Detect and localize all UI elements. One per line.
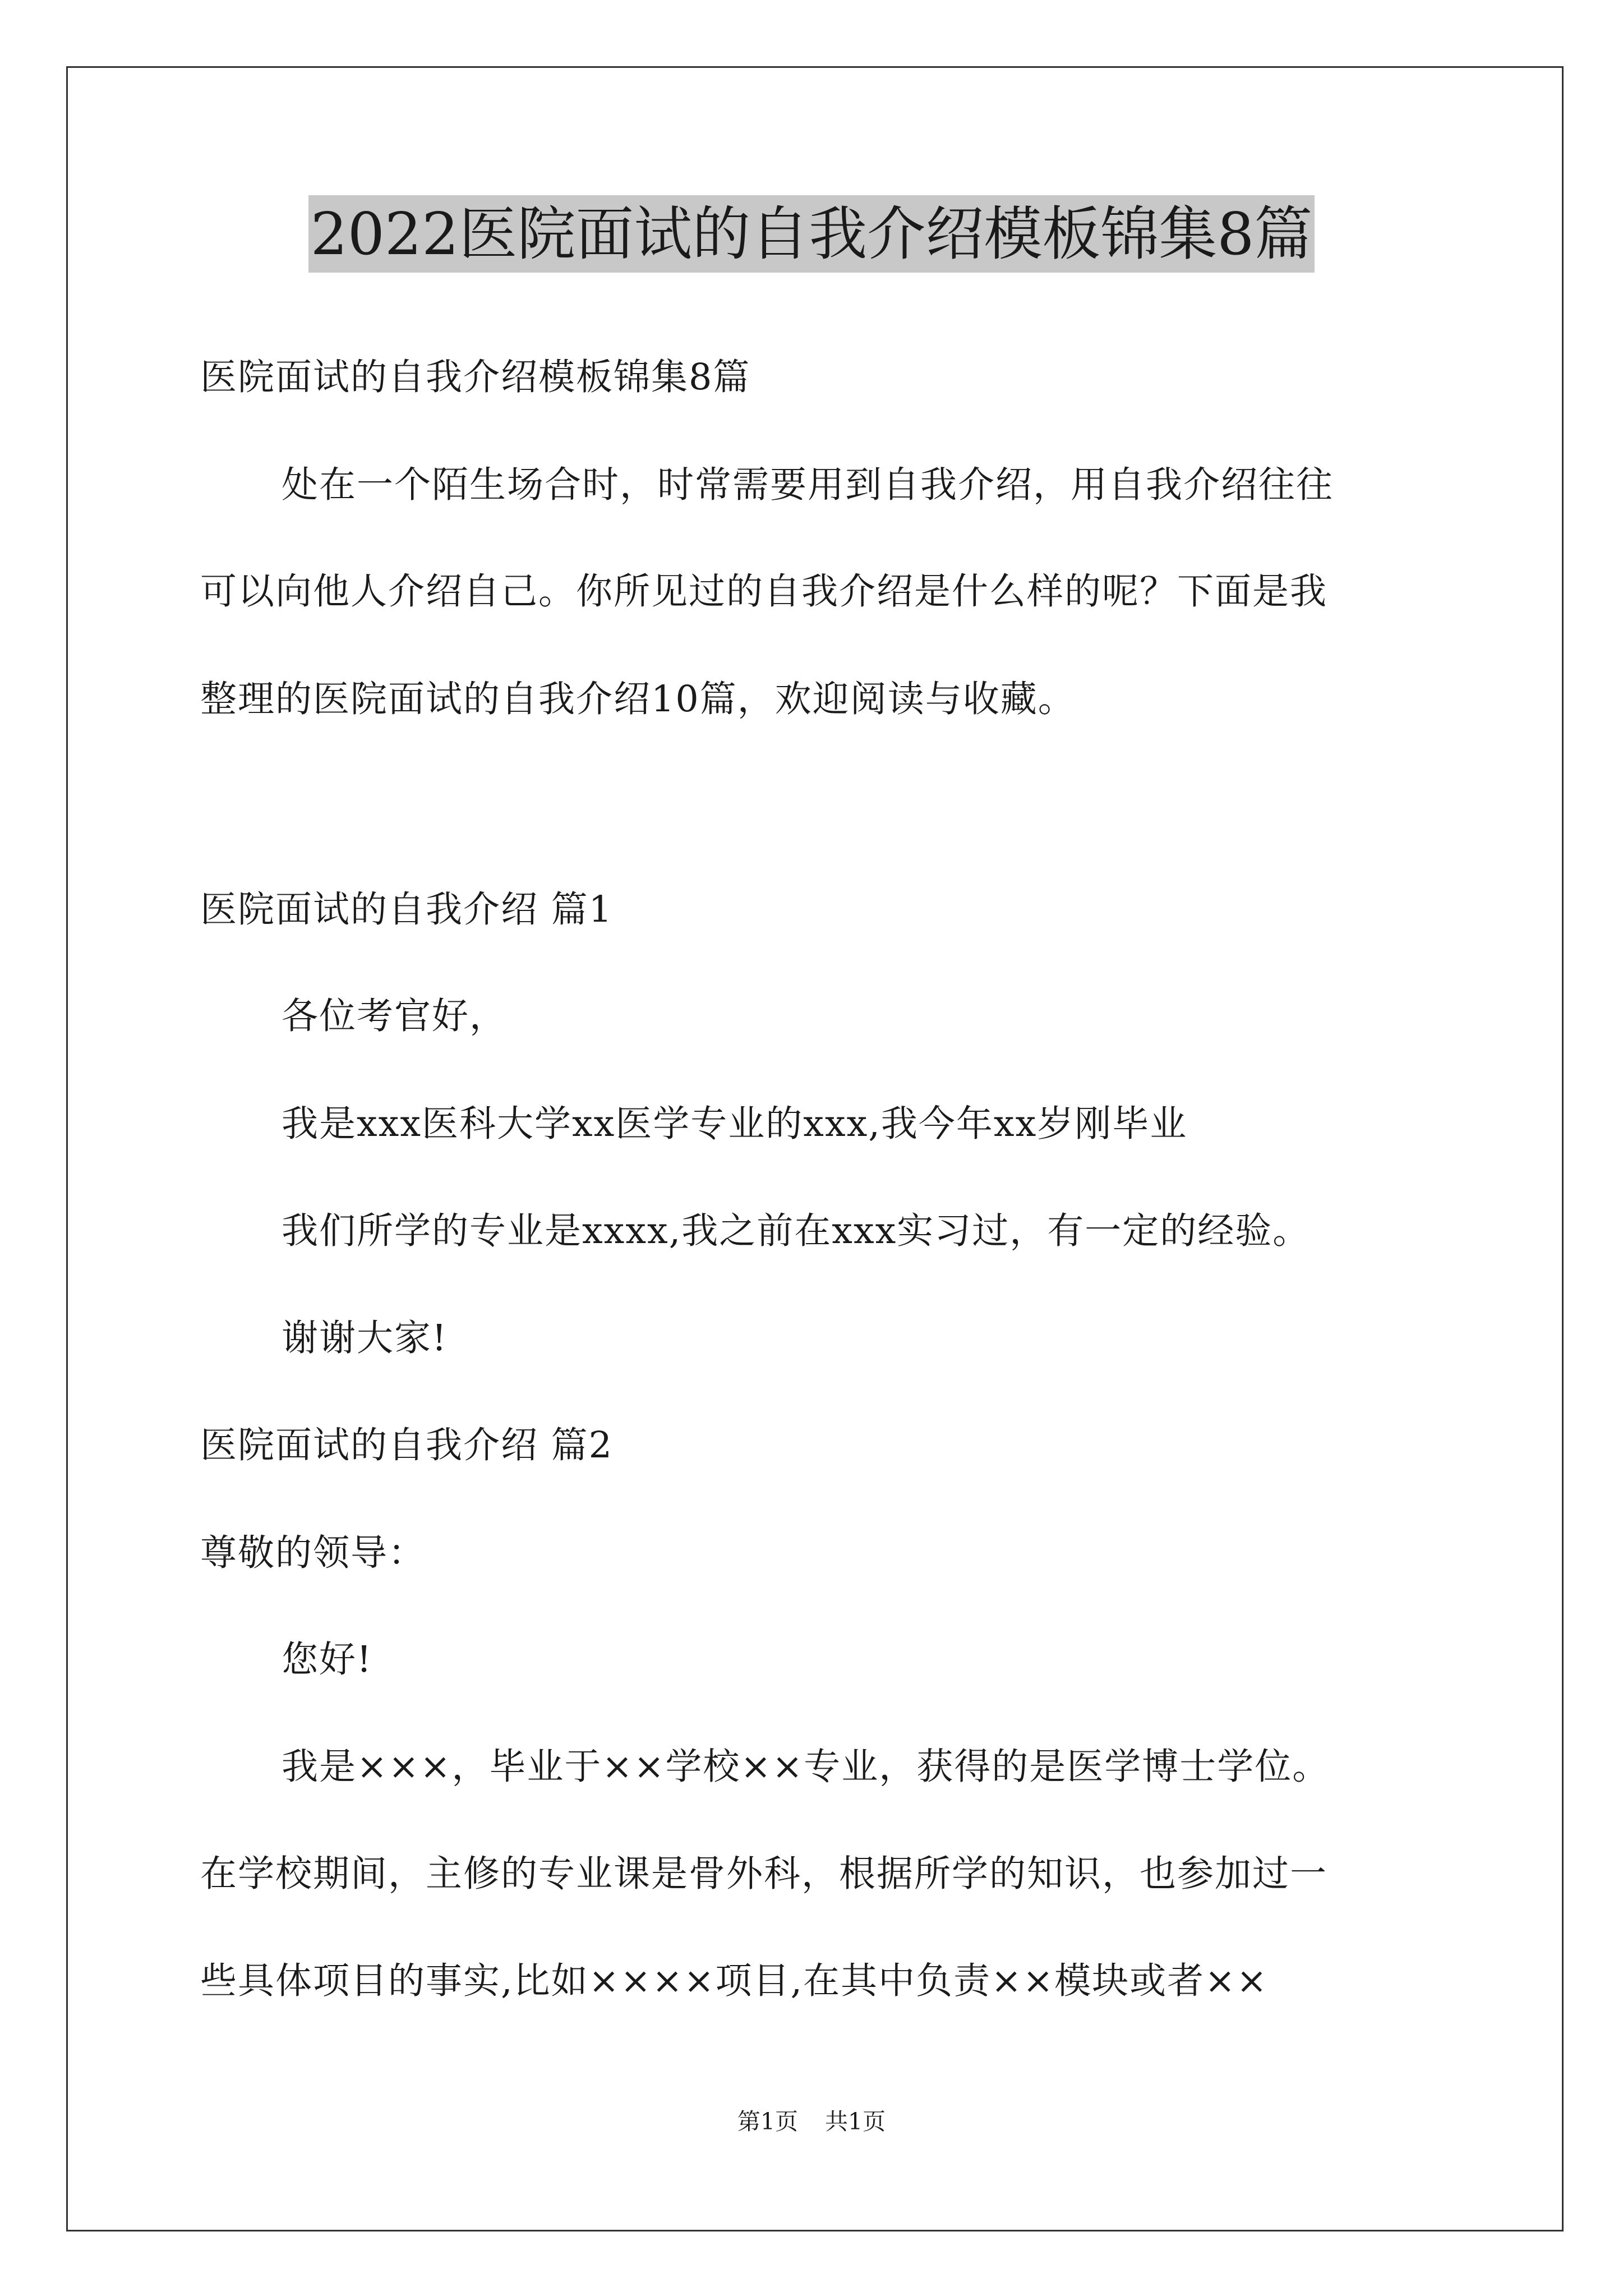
page-number: 第1页 — [737, 2108, 798, 2135]
paragraph-line: 我是×××，毕业于××学校××专业，获得的是医学博士学位。 — [282, 1746, 1330, 1788]
subtitle-line: 医院面试的自我介绍模板锦集8篇 — [200, 356, 751, 398]
paragraph-line: 各位考官好， — [282, 995, 508, 1037]
section-heading-1: 医院面试的自我介绍 篇1 — [200, 889, 614, 931]
section-heading-2: 医院面试的自我介绍 篇2 — [200, 1424, 614, 1466]
paragraph-line: 您好! — [282, 1639, 373, 1681]
title-container — [0, 195, 1623, 273]
paragraph-line: 些具体项目的事实,比如××××项目,在其中负责××模块或者×× — [200, 1960, 1269, 2002]
paragraph-line: 在学校期间，主修的专业课是骨外科，根据所学的知识，也参加过一 — [200, 1853, 1328, 1895]
page-total: 共1页 — [825, 2108, 886, 2135]
document-title: 2022医院面试的自我介绍模板锦集8篇 — [308, 195, 1315, 273]
intro-line-1: 处在一个陌生场合时，时常需要用到自我介绍，用自我介绍往往 — [282, 464, 1334, 506]
page-footer — [0, 2105, 1623, 2138]
paragraph-line: 谢谢大家! — [282, 1317, 448, 1359]
intro-line-3: 整理的医院面试的自我介绍10篇，欢迎阅读与收藏。 — [200, 678, 1076, 720]
paragraph-line: 尊敬的领导： — [200, 1532, 426, 1574]
paragraph-line: 我是xxx医科大学xx医学专业的xxx,我今年xx岁刚毕业 — [282, 1103, 1188, 1145]
intro-line-2: 可以向他人介绍自己。你所见过的自我介绍是什么样的呢？下面是我 — [200, 570, 1328, 613]
paragraph-line: 我们所学的专业是xxxx,我之前在xxx实习过，有一定的经验。 — [282, 1210, 1311, 1252]
